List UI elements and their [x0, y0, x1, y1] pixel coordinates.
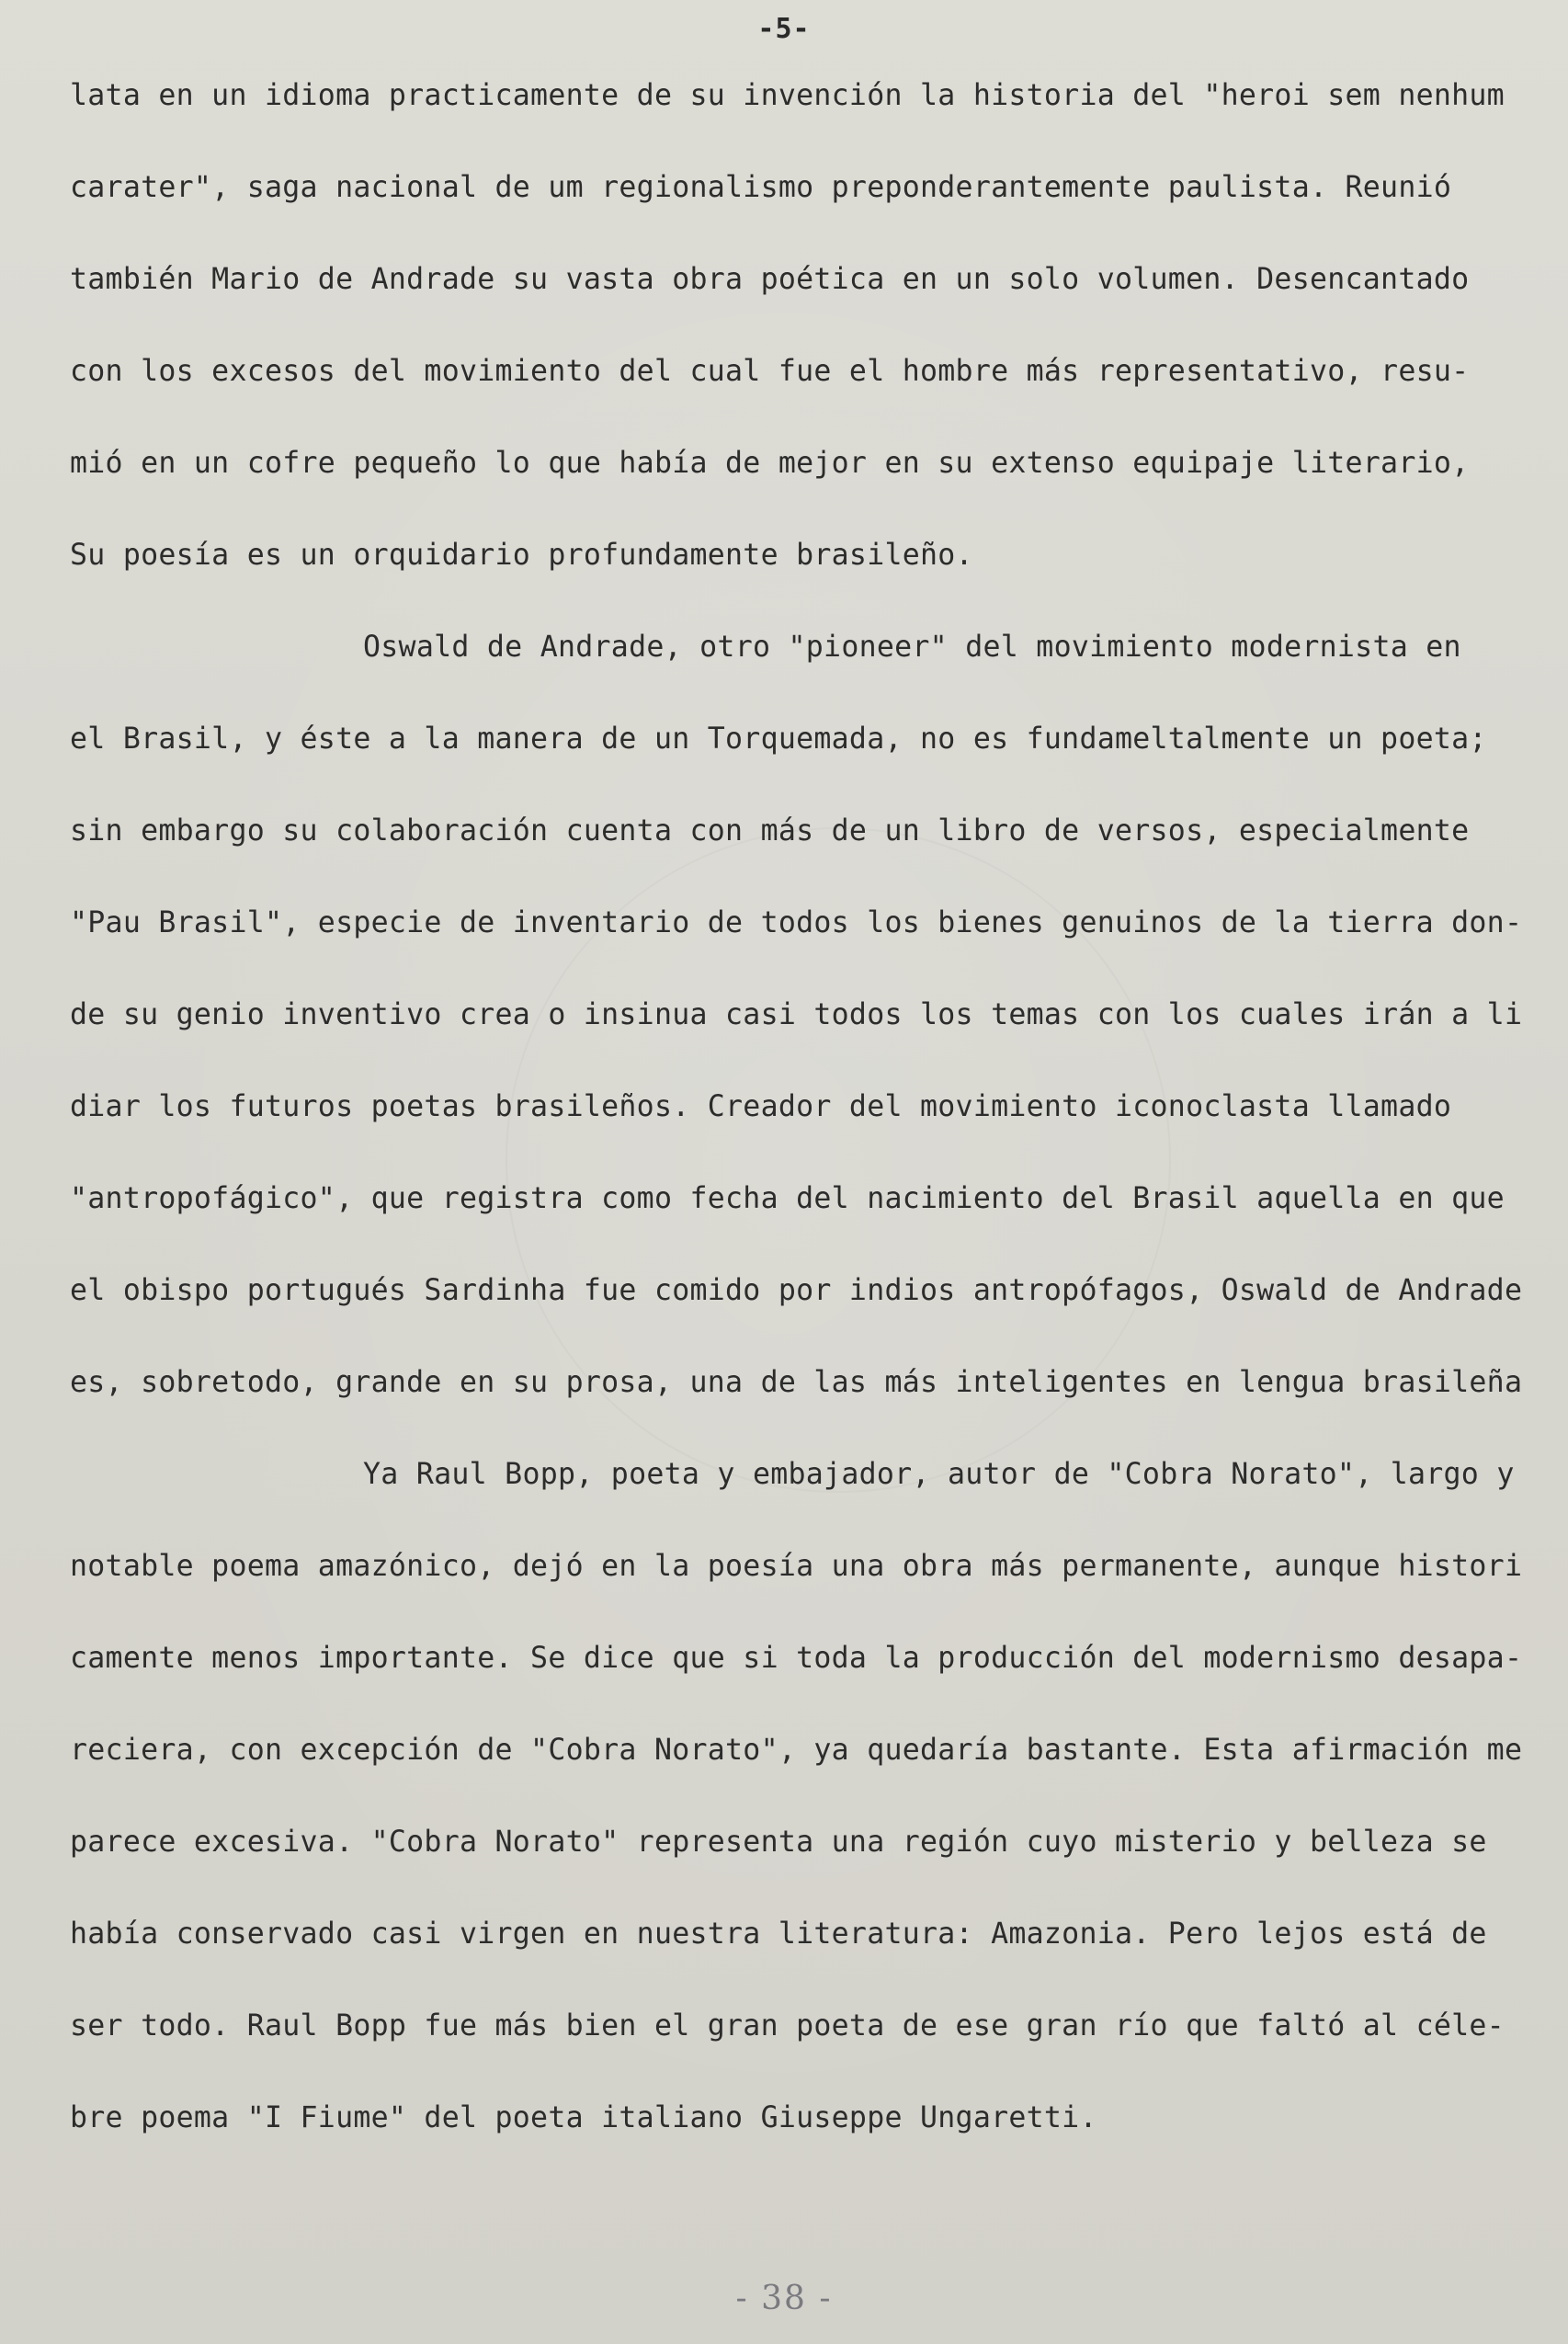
text-line: notable poema amazónico, dejó en la poesía una obra más permanente, aunque histori: [70, 1550, 1523, 1583]
text-line: reciera, con excepción de "Cobra Norato", ya quedaría bastante. Esta afirmación me: [70, 1734, 1523, 1767]
text-line: lata en un idioma practicamente de su invención la historia del "heroi sem nenhum: [70, 79, 1505, 112]
text-line: sin embargo su colaboración cuenta con más de un libro de versos, especialmente: [70, 814, 1470, 848]
text-line: diar los futuros poetas brasileños. Creador del movimiento iconoclasta llamado: [70, 1090, 1452, 1123]
text-line: Su poesía es un orquidario profundamente brasileño.: [70, 539, 973, 572]
text-line: mió en un cofre pequeño lo que había de mejor en su extenso equipaje literario,: [70, 447, 1470, 480]
text-line: el Brasil, y éste a la manera de un Torquemada, no es fundameltalmente un poeta;: [70, 723, 1487, 756]
text-line: ser todo. Raul Bopp fue más bien el gran poeta de ese gran río que faltó al céle-: [70, 2009, 1505, 2042]
text-line: había conservado casi virgen en nuestra literatura: Amazonia. Pero lejos está de: [70, 1917, 1487, 1951]
paragraph-start-line: Oswald de Andrade, otro "pioneer" del movimiento modernista en: [363, 631, 1461, 664]
text-line: parece excesiva. "Cobra Norato" representa una región cuyo misterio y belleza se: [70, 1826, 1487, 1859]
handwritten-page-number: - 38 -: [735, 2280, 833, 2317]
typed-body-text: [70, 61, 1568, 2175]
text-line: el obispo portugués Sardinha fue comido por indios antropófagos, Oswald de Andrade: [70, 1274, 1523, 1307]
page-number: -5-: [757, 13, 811, 45]
text-line: es, sobretodo, grande en su prosa, una de las más inteligentes en lengua brasileña: [70, 1366, 1523, 1399]
paragraph-start-line: Ya Raul Bopp, poeta y embajador, autor de "Cobra Norato", largo y: [363, 1458, 1515, 1491]
text-line: camente menos importante. Se dice que si toda la producción del modernismo desapa-: [70, 1642, 1523, 1675]
text-line: también Mario de Andrade su vasta obra poética en un solo volumen. Desencantado: [70, 263, 1470, 296]
text-line: "Pau Brasil", especie de inventario de todos los bienes genuinos de la tierra don-: [70, 906, 1523, 939]
text-line: con los excesos del movimiento del cual fue el hombre más representativo, resu-: [70, 355, 1470, 388]
text-line: bre poema "I Fiume" del poeta italiano Giuseppe Ungaretti.: [70, 2101, 1097, 2134]
text-line: carater", saga nacional de um regionalismo preponderantemente paulista. Reunió: [70, 171, 1452, 204]
text-line: "antropofágico", que registra como fecha del nacimiento del Brasil aquella en que: [70, 1182, 1505, 1215]
text-line: de su genio inventivo crea o insinua casi todos los temas con los cuales irán a li: [70, 998, 1523, 1031]
